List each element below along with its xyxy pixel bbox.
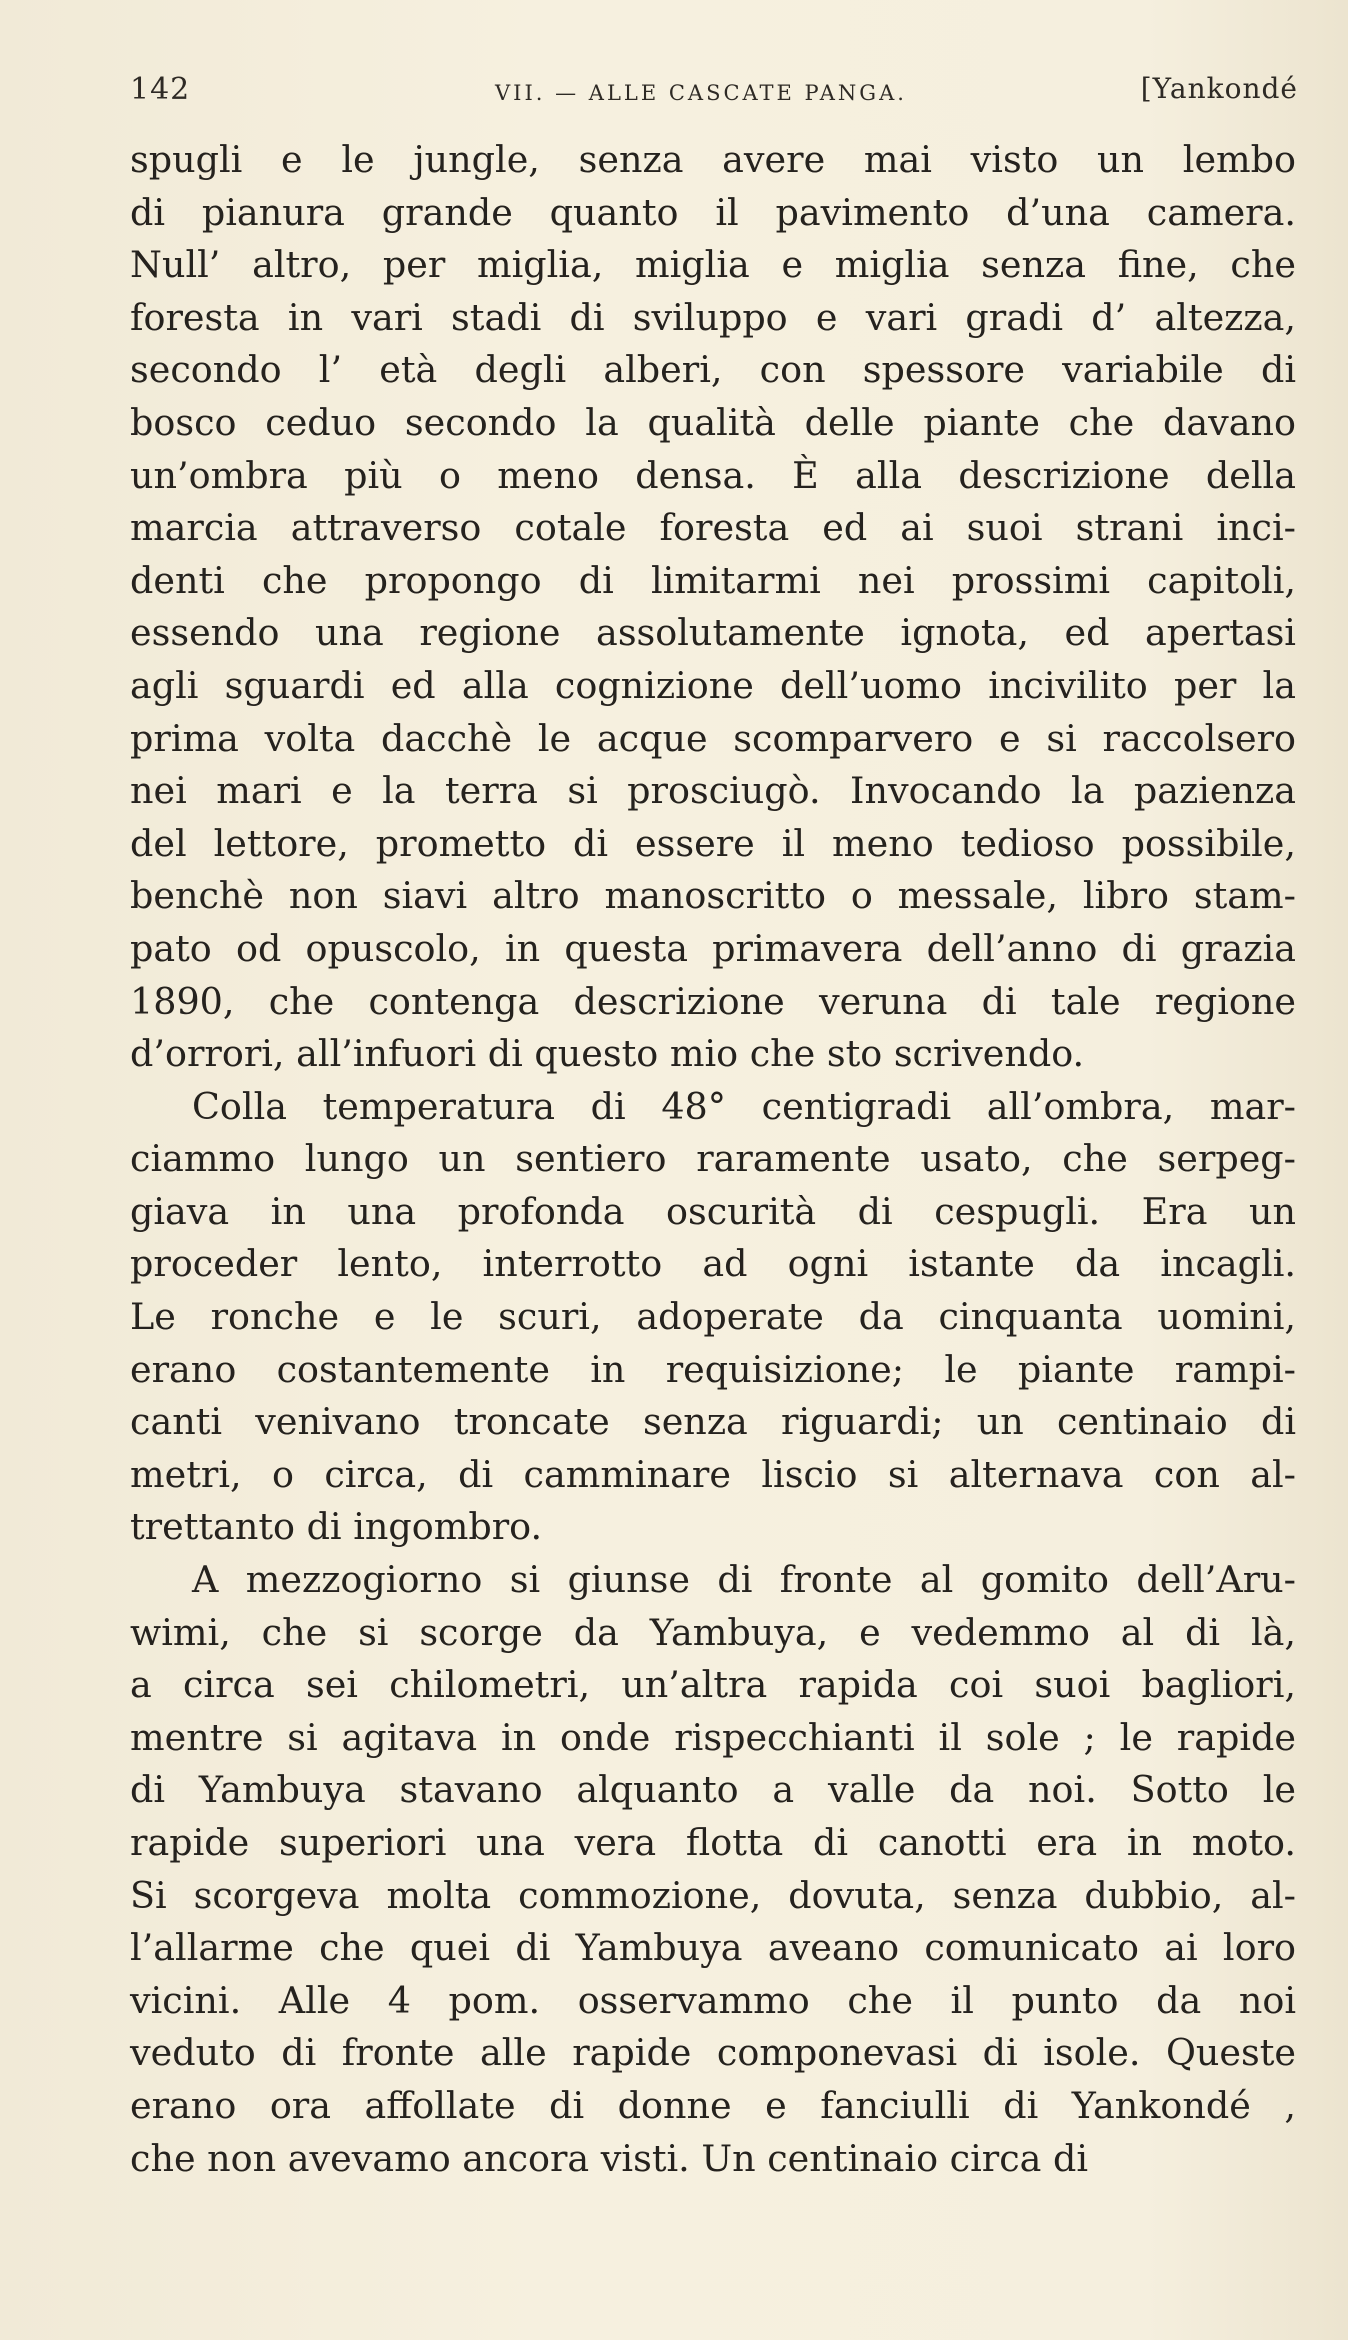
text-line: ciammo lungo un sentiero raramente usato, che serpeg- <box>130 1137 1296 1181</box>
text-line: mentre si agitava in onde rispecchianti il sole ; le rapide <box>130 1715 1296 1759</box>
running-section-title: [Yankondé <box>1140 72 1298 105</box>
text-line: del lettore, prometto di essere il meno tedioso possibile, <box>130 821 1296 865</box>
text-line: Null’ altro, per miglia, miglia e miglia senza fine, che <box>130 243 1296 287</box>
text-line: nei mari e la terra si prosciugò. Invocando la pazienza <box>130 769 1296 813</box>
text-line: trettanto di ingombro. <box>130 1505 543 1549</box>
page-number: 142 <box>130 72 191 107</box>
paragraph <box>130 134 1296 1081</box>
running-title: VII. — ALLE CASCATE PANGA. <box>495 81 907 105</box>
text-line: denti che propongo di limitarmi nei prossimi capitoli, <box>130 558 1296 602</box>
text-line: spugli e le jungle, senza avere mai visto un lembo <box>130 138 1296 181</box>
text-line: rapide superiori una vera flotta di canotti era in moto. <box>130 1821 1296 1864</box>
text-line: veduto di fronte alle rapide componevasi di isole. Queste <box>130 2031 1296 2075</box>
text-line: Si scorgeva molta commozione, dovuta, senza dubbio, al- <box>130 1873 1296 1917</box>
text-line: l’allarme che quei di Yambuya aveano comunicato ai loro <box>130 1926 1296 1970</box>
text-line: Le ronche e le scuri, adoperate da cinquanta uomini, <box>130 1295 1296 1339</box>
text-line: prima volta dacchè le acque scomparvero e si raccolsero <box>130 716 1296 760</box>
paragraph <box>130 1554 1296 2185</box>
text-line: bosco ceduo secondo la qualità delle piante che davano <box>130 400 1296 444</box>
text-line: vicini. Alle 4 pom. osservammo che il punto da noi <box>130 1978 1296 2022</box>
text-line: d’orrori, all’infuori di questo mio che sto scrivendo. <box>130 1032 1085 1076</box>
text-line: metri, o circa, di camminare liscio si alternava con al- <box>130 1452 1296 1496</box>
text-line: Colla temperatura di 48° centigradi all’ombra, mar- <box>192 1084 1296 1128</box>
text-line: foresta in vari stadi di sviluppo e vari gradi d’ altezza, <box>130 295 1296 339</box>
text-line: A mezzogiorno si giunse di fronte al gomito dell’Aru- <box>192 1558 1296 1602</box>
text-line: secondo l’ età degli alberi, con spessore variabile di <box>130 348 1296 392</box>
text-line: wimi, che si scorge da Yambuya, e vedemmo al di là, <box>130 1610 1296 1654</box>
text-line: giava in una profonda oscurità di cespugli. Era un <box>130 1189 1296 1233</box>
text-line: canti venivano troncate senza riguardi; un centinaio di <box>130 1400 1296 1444</box>
text-line: di pianura grande quanto il pavimento d’una camera. <box>130 190 1296 234</box>
text-line: di Yambuya stavano alquanto a valle da noi. Sotto le <box>130 1768 1296 1812</box>
text-line: 1890, che contenga descrizione veruna di tale regione <box>130 979 1296 1023</box>
page-header <box>130 72 1298 112</box>
text-line: che non avevamo ancora visti. Un centinaio circa di <box>130 2136 1089 2180</box>
paragraph <box>130 1081 1296 1554</box>
text-line: erano costantemente in requisizione; le piante rampi- <box>130 1347 1296 1391</box>
text-line: benchè non siavi altro manoscritto o messale, libro stam- <box>130 874 1296 918</box>
text-line: proceder lento, interrotto ad ogni istante da incagli. <box>130 1242 1296 1286</box>
text-line: agli sguardi ed alla cognizione dell’uomo incivilito per la <box>130 663 1296 707</box>
body-text <box>130 134 1296 2185</box>
text-line: essendo una regione assolutamente ignota, ed apertasi <box>130 611 1296 655</box>
text-line: un’ombra più o meno densa. È alla descrizione della <box>130 453 1296 497</box>
text-line: erano ora affollate di donne e fanciulli di Yankondé , <box>130 2083 1296 2127</box>
text-line: marcia attraverso cotale foresta ed ai suoi strani inci- <box>130 506 1296 550</box>
text-line: pato od opuscolo, in questa primavera dell’anno di grazia <box>130 926 1296 970</box>
text-line: a circa sei chilometri, un’altra rapida coi suoi bagliori, <box>130 1663 1296 1707</box>
